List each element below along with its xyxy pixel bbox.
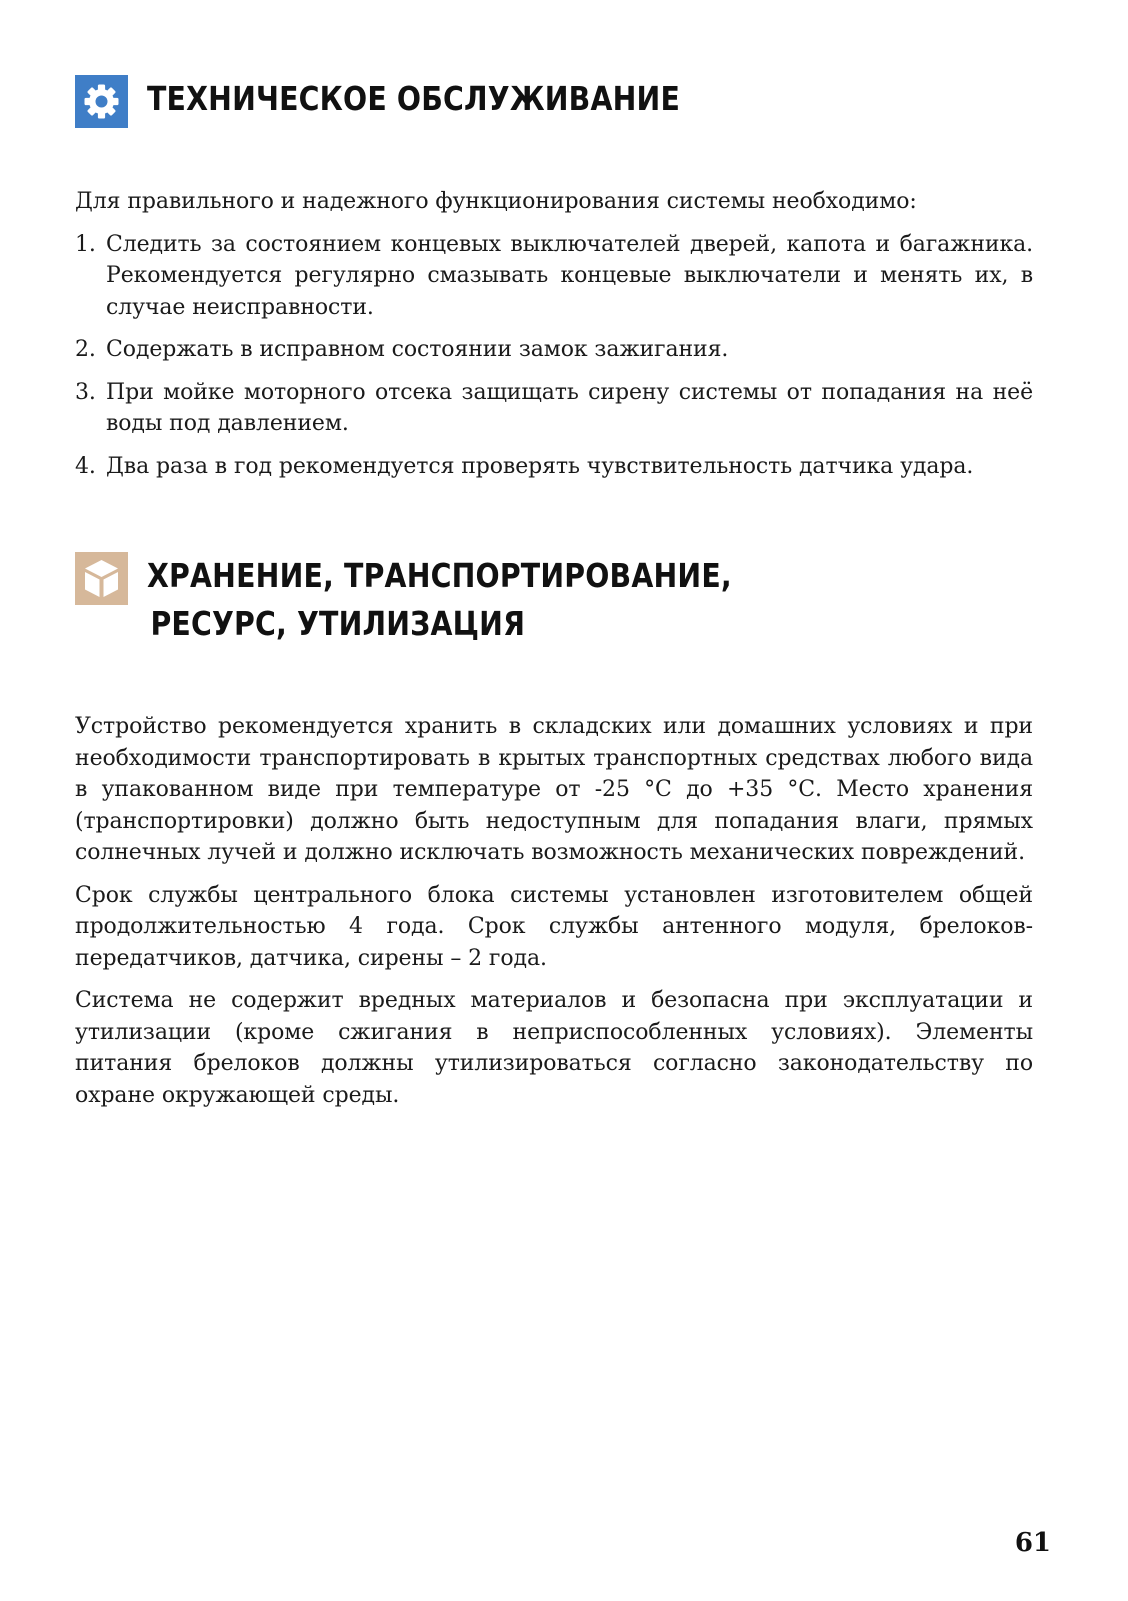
maintenance-intro: Для правильного и надежного функционирования системы необходимо:: [75, 189, 917, 214]
list-item-number: 1.: [75, 231, 96, 257]
page-number: 61: [1014, 1528, 1051, 1558]
maintenance-title-text: ТЕХНИЧЕСКОЕ ОБСЛУЖИВАНИЕ: [147, 79, 681, 118]
list-item: [75, 451, 1033, 483]
list-item-number: 4.: [75, 453, 96, 479]
maintenance-title: [147, 75, 680, 123]
storage-paragraph: Срок службы центрального блока системы установлен изготовителем общей продолжительностью 4 года. Срок службы антенного модуля, брелоков-передатчиков, датчика, сирены – 2 года.: [75, 882, 1033, 971]
maintenance-body: [75, 186, 1033, 493]
storage-header: [75, 552, 827, 648]
list-item-text: Два раза в год рекомендуется проверять чувствительность датчика удара.: [106, 453, 974, 479]
maintenance-header: [75, 75, 767, 128]
storage-body: [75, 711, 1033, 1122]
list-item-text: Содержать в исправном состоянии замок зажигания.: [106, 337, 729, 362]
storage-title: [147, 552, 732, 648]
list-item-text: При мойке моторного отсека защищать сирену системы от попадания на неё воды под давлением.: [106, 379, 1033, 436]
list-item: [75, 334, 1033, 366]
storage-title-line2: РЕСУРС, УТИЛИЗАЦИЯ: [150, 604, 526, 643]
storage-title-line1: ХРАНЕНИЕ, ТРАНСПОРТИРОВАНИЕ,: [147, 556, 732, 595]
maintenance-list: [75, 229, 1033, 483]
box-icon: [75, 552, 128, 605]
list-item-number: 2.: [75, 337, 96, 362]
gear-icon: [75, 75, 128, 128]
list-item-text: Следить за состоянием концевых выключателей дверей, капота и багажника. Рекомендуется регулярно смазывать концевые выключатели и менять их, в случае неисправности.: [106, 231, 1033, 320]
storage-paragraph: Устройство рекомендуется хранить в складских или домашних условиях и при необходимости транспортировать в крытых транспортных средствах любого вида в упакованном виде при температуре от -25 °С до +35 °С. Место хранения (транспортировки) должно быть недоступным для попадания влаги, прямых солнечных лучей и должно исключать возможность механических повреждений.: [75, 714, 1033, 865]
list-item-number: 3.: [75, 379, 96, 405]
storage-paragraph: Система не содержит вредных материалов и безопасна при эксплуатации и утилизации (кроме сжигания в неприспособленных условиях). Элементы питания брелоков должны утилизироваться согласно законодательству по охране окружающей среды.: [75, 988, 1033, 1108]
list-item: [75, 377, 1033, 440]
list-item: [75, 229, 1033, 324]
